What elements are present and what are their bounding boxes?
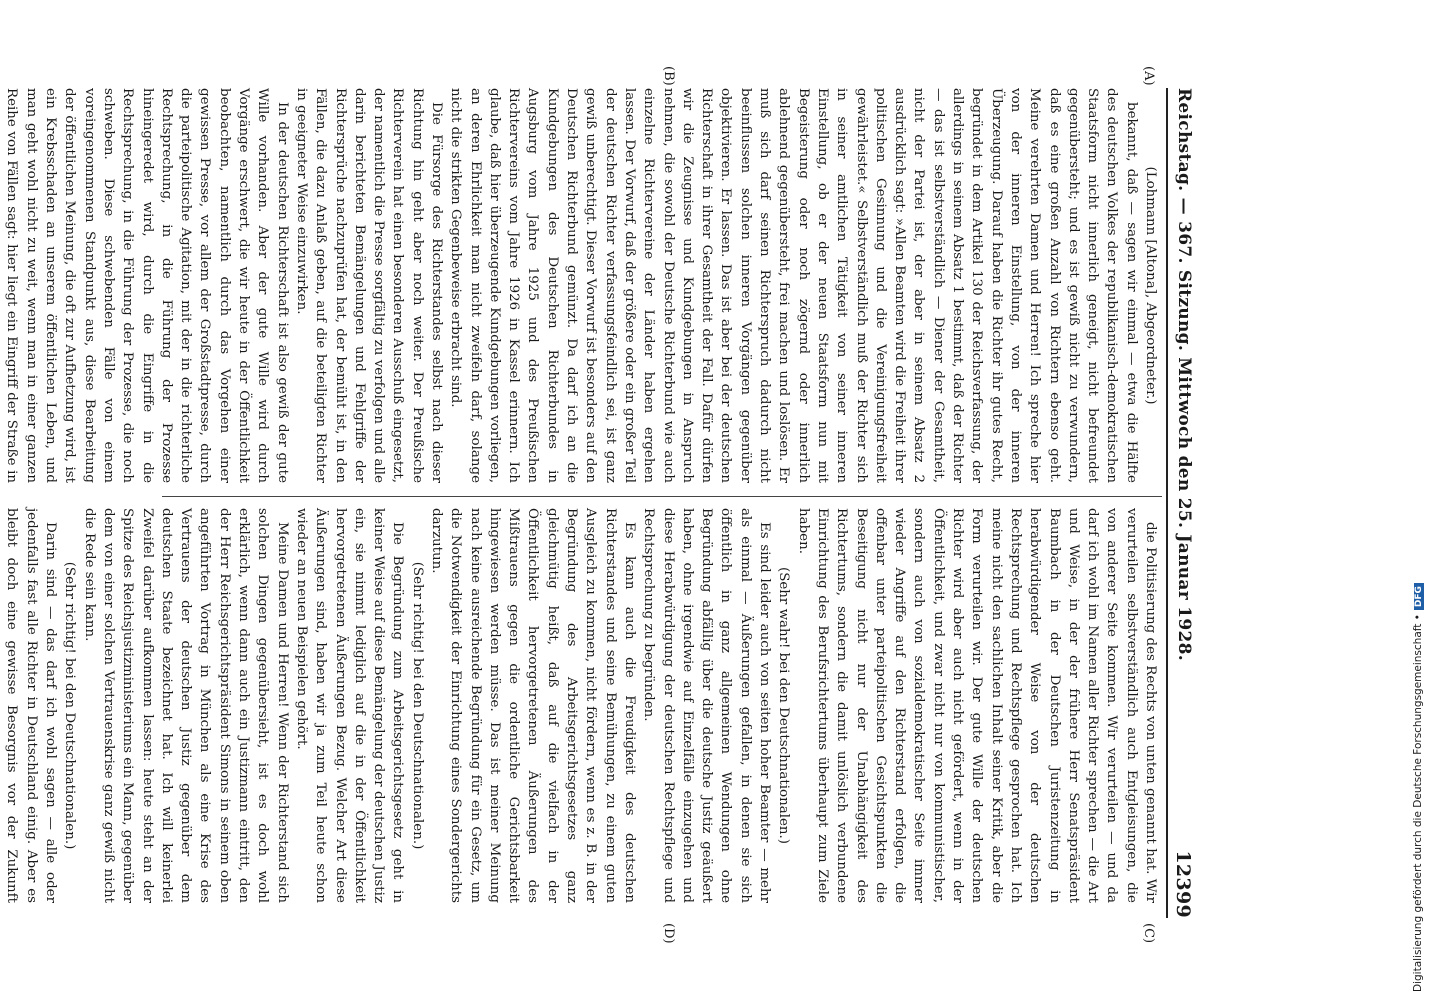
text-column-left [4, 88, 1160, 483]
margin-letter-d: (D) [661, 923, 676, 944]
paragraph: Die Begründung zum Arbeitsgerichtsgesetz geht in keiner Weise auf diese Bemängelung der deutschen Justiz ein, sie nimmt lediglich auf die in der Öffentlichkeit hervorgetretenen Äußerungen Bezug. Welcher Art diese Äußerungen sind, haben wir ja zum Teil heute schon wieder an neuen Beispielen gehört. [293, 508, 406, 903]
interjection: (Sehr wahr! bei den Deutschnationalen.) [776, 566, 792, 845]
paragraph: die Politisierung des Rechts von unten genannt hat. Wir verurteilen selbstverständlich auch Entgleisungen, die von anderer Seite kommen. Wir verurteilen — und da darf ich wohl im Namen aller Richter sprechen — die Art und Weise, in der der frühere Herr Senatspräsident Baumbach in der Deutschen Juristenzeitung in herabwürdigender Weise von der deutschen Rechtsprechung und Rechtspflege gesprochen hat. Ich meine nicht den sachlichen Inhalt seiner Kritik, aber die Form verurteilen wir. Der gute Wille der deutschen Richter wird aber auch nicht gefördert, wenn in der Öffentlichkeit, und zwar nicht nur von kommunistischer, sondern auch von sozialdemokratischer Seite immer wieder Angriffe auf den Richterstand erfolgen, die offenbar unter parteipolitischen Gesichtspunkten die Beseitigung nicht nur der Unabhängigkeit des Richtertums, sondern die damit unlöslich verbundene Einrichtung des Berufsrichtertums überhaupt zum Ziele haben. [795, 508, 1158, 903]
interjection: (Sehr richtig! bei den Deutschnationalen.) [62, 561, 78, 850]
header-rule [1166, 88, 1168, 918]
column-divider [162, 496, 1162, 497]
header-title: Reichstag. — 367. Sitzung. Mittwoch den 25. Januar 1928. [1174, 88, 1194, 661]
paragraph: Darin sind — das darf ich wohl sagen — alle oder jedenfalls fast alle Richter in Deutschland einig. Aber es bleibt doch eine gewisse Besorgnis vor der Zukunft [4, 508, 59, 903]
interjection: (Sehr richtig! bei den Deutschnationalen.) [409, 561, 425, 850]
digitization-credit [1412, 2, 1428, 992]
paragraph: Meine Damen und Herren! Wenn der Richterstand sich solchen Dingen gegenübersieht, ist es doch wohl erklärlich, wenn dann auch ein Justizmann eintritt, den der Herr Reichsgerichtspräsident Simons in seinem oben angeführten Vortrag in München als eine Krise des Vertrauens der deutschen Justiz gegenüber dem deutschen Staate bezeichnet hat. Ich will keinerlei Zweifel darüber aufkommen lassen: heute steht an der Spitze des Reichsjustizministeriums ein Mann, gegenüber dem von einer solchen Vertrauenskrise ganz gewiß nicht die Rede sein kann. [81, 508, 290, 903]
paragraph: bekannt, daß — sagen wir einmal — etwa die Hälfte des deutschen Volkes der republikanisch-demokratischen Staatsform nicht innerlich geneigt, nicht befreundet gegenübersteht; und es ist gewiß nicht zu verwundern, daß es eine großen Anzahl von Richtern ebenso geht. Meine verehrten Damen und Herren! Ich spreche hier von der inneren Einstellung, von der inneren Überzeugung. Darauf haben die Richter ihr gutes Recht, begründet in dem Artikel 130 der Reichsverfassung, der allerdings in seinem Absatz 1 bestimmt, daß der Richter — das ist selbstverständlich — Diener der Gesamtheit, nicht der Partei ist, der aber in seinem Absatz 2 ausdrücklich sagt: »Allen Beamten wird die Freiheit ihrer politischen Gesinnung und die Vereinigungsfreiheit gewährleistet.« Selbstverständlich muß der Richter sich in seiner amtlichen Tätigkeit von seiner inneren Einstellung, ob er der neuen Staatsform nun mit Begeisterung oder noch zögernd oder innerlich ablehnend gegenübersteht, frei machen und loslösen. Er muß sich darf seinen Richterspruch dadurch nicht beeinflussen solchen inneren Vorgängen gegenüber objektivieren. Er lassen. Das ist aber bei der deutschen Richterschaft in ihrer Gesamtheit der Fall. Dafür dürfen wir die Zeugnisse und Kundgebungen in Anspruch nehmen, die sowohl der Deutsche Richterbund wie auch einzelne Richtervereine der Länder haben ergehen lassen. Der Vorwurf, daß der größere oder ein großer Teil der deutschen Richter verfassungsfeindlich sei, ist ganz gewiß unberechtigt. Dieser Vorwurf ist besonders auf den Deutschen Richterbund gemünzt. Da darf ich an die Kundgebungen des Deutschen Richterbundes in Augsburg vom Jahre 1925 und des Preußischen Richtervereins vom Jahre 1926 in Kassel erinnern. Ich glaube, daß hier überzeugende Kundgebungen vorliegen, an deren Ehrlichkeit man nicht zweifeln darf, solange nicht die strikten Gegenbeweise erbracht sind. [448, 88, 1139, 483]
page-number: 12399 [1172, 850, 1194, 918]
paragraph: Die Fürsorge des Richterstandes selbst nach dieser Richtung hin geht aber noch weiter. Der Preußische Richterverein hat einen besonderen Ausschuß eingesetzt, der namentlich die Presse sorgfältig zu verfolgen und alle darin berichteten Bemängelungen und Fehlgriffe der Richtersprüche nachzuprüfen hat, der bemüht ist, in den Fällen, die dazu Anlaß geben, auf die beteiligten Richter in geeigneter Weise einzuwirken. [293, 88, 445, 483]
scanned-page [4, 66, 1196, 944]
digitization-text: Digitalisierung gefördert durch die Deutsche Forschungsgemeinschaft • [1412, 614, 1424, 992]
running-header [1170, 88, 1196, 918]
margin-letter-b: (B) [661, 66, 676, 86]
margin-letter-c: (C) [1141, 923, 1156, 944]
speaker-line: (Lohmann [Altona], Abgeordneter.) [1143, 166, 1158, 405]
margin-letter-a: (A) [1141, 66, 1156, 86]
paragraph: In der deutschen Richterschaft ist also gewiß der gute Wille vorhanden. Aber der gute Wille wird durch Vorgänge erschwert, die wir heute in der Öffentlichkeit beobachten, namentlich durch das Vorgehen einer gewissen Presse, vor allem der Großstadtpresse, durch die parteipolitische Agitation, mit der in die richterliche Rechtsprechung, in die Führung der Prozesse hineingeredet wird, durch die Eingriffe in die Rechtsprechung, in die Führung der Prozesse, die noch schweben. Diese schwebenden Fälle von einem voreingenommenen Standpunkt aus, diese Bearbeitung der öffentlichen Meinung, die oft zur Aufhetzung wird, ist ein Krebsschaden an unserem öffentlichen Leben, und man geht wohl nicht zu weit, wenn man in einer ganzen Reihe von Fällen sagt: hier liegt ein Eingriff der Straße in [4, 88, 290, 483]
paragraph: Es sind leider auch von seiten hoher Beamter — mehr als einmal — Äußerungen gefallen, in denen sie sich öffentlich in ganz allgemeinen Wendungen ohne Begründung abfällig über die deutsche Justiz geäußert haben, ohne irgendwie auf Einzelfälle einzugehen und diese Herabwürdigung der deutschen Rechtspflege und Rechtsprechung zu begründen. [641, 508, 773, 903]
paragraph: Es kann auch die Freudigkeit des deutschen Richterstandes und seine Bemühungen, zu einem guten Ausgleich zu kommen, nicht fördern, wenn es z. B. in der Begründung des Arbeitsgerichtsgesetzes ganz gleichmütig heißt, daß auf die vielfach in der Öffentlichkeit hervorgetretenen Äußerungen des Mißtrauens gegen die ordentliche Gerichtsbarkeit hingewiesen werden müsse. Das ist meiner Meinung nach keine ausreichende Begründung für ein Gesetz, um die Notwendigkeit der Einrichtung eines Sondergerichts darzutun. [429, 508, 637, 903]
dfg-logo: DFG [1414, 583, 1424, 610]
text-column-right [4, 508, 1160, 903]
